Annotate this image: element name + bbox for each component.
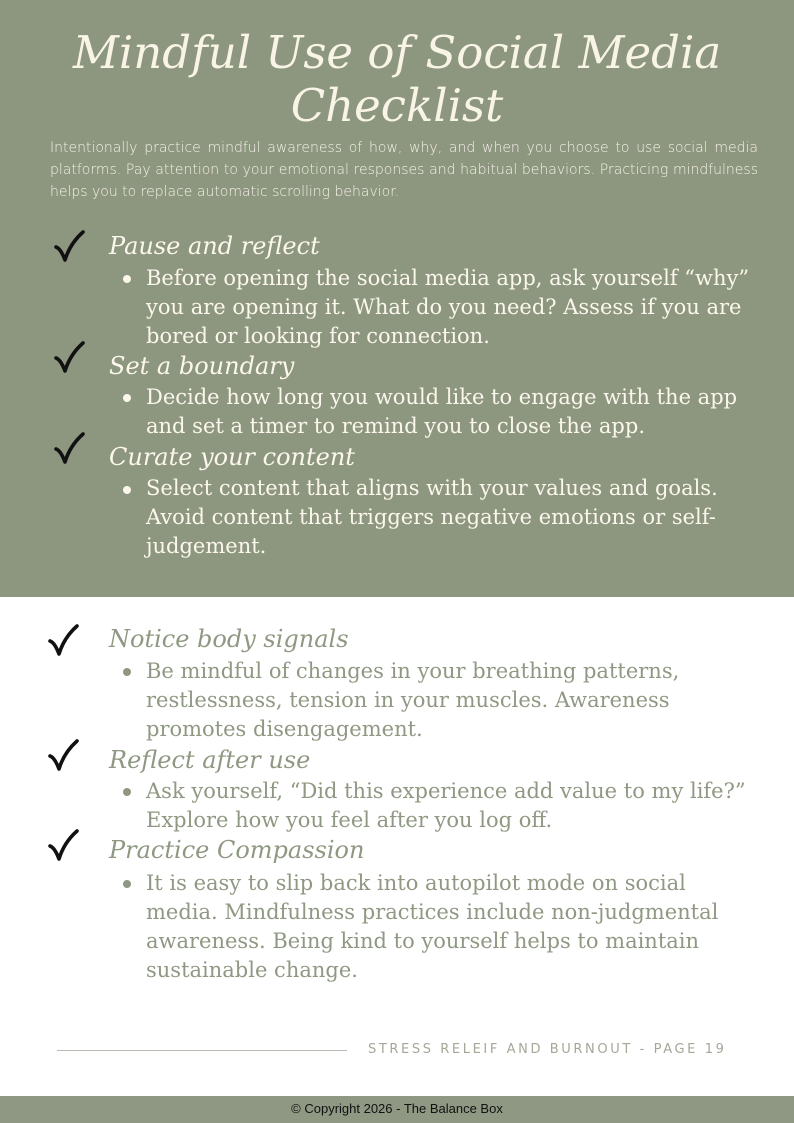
item-heading: Set a boundary [109,352,295,380]
copyright-text: © Copyright 2026 - The Balance Box [291,1101,503,1116]
item-text: Select content that aligns with your values and goals. Avoid content that triggers negative emotions or self-judgement. [146,476,718,558]
bullet-dot [123,880,131,888]
checkmark-icon [43,737,83,777]
checkmark-icon [49,430,89,470]
bullet-dot [123,394,131,402]
item-heading: Reflect after use [109,746,311,774]
checkmark-icon [49,228,89,268]
bullet-dot [123,275,131,283]
bullet-dot [123,788,131,796]
page-title [0,26,794,132]
title-line-1: Mindful Use of Social Media [72,26,722,79]
intro-paragraph: Intentionally practice mindful awareness of how, why, and when you choose to use social media platforms. Pay attention to your emotional responses and habitual behaviors. Practicing mindfulness helps you to replace automatic scrolling behavior. [50,140,758,200]
title-line-2: Checklist [290,79,504,132]
footer-divider [57,1050,347,1051]
footer-page-label: STRESS RELEIF AND BURNOUT - PAGE 19 [368,1042,727,1057]
checkmark-icon [49,339,89,379]
item-heading: Notice body signals [109,625,349,653]
item-text: Ask yourself, “Did this experience add value to my life?” Explore how you feel after you log off. [146,779,746,832]
item-text: Before opening the social media app, ask yourself “why” you are opening it. What do you need? Assess if you are bored or looking for connection. [146,266,750,348]
item-heading: Curate your content [109,443,355,471]
checkmark-icon [43,827,83,867]
item-heading: Pause and reflect [109,232,320,260]
item-text: It is easy to slip back into autopilot mode on social media. Mindfulness practices include non-judgmental awareness. Being kind to yourself helps to maintain sustainable change. [146,871,719,982]
item-text: Decide how long you would like to engage with the app and set a timer to remind you to close the app. [146,385,738,438]
bullet-dot [123,486,131,494]
item-text: Be mindful of changes in your breathing patterns, restlessness, tension in your muscles. Awareness promotes disengagement. [146,659,680,741]
bullet-dot [123,668,131,676]
checkmark-icon [43,622,83,662]
item-heading: Practice Compassion [109,836,365,864]
